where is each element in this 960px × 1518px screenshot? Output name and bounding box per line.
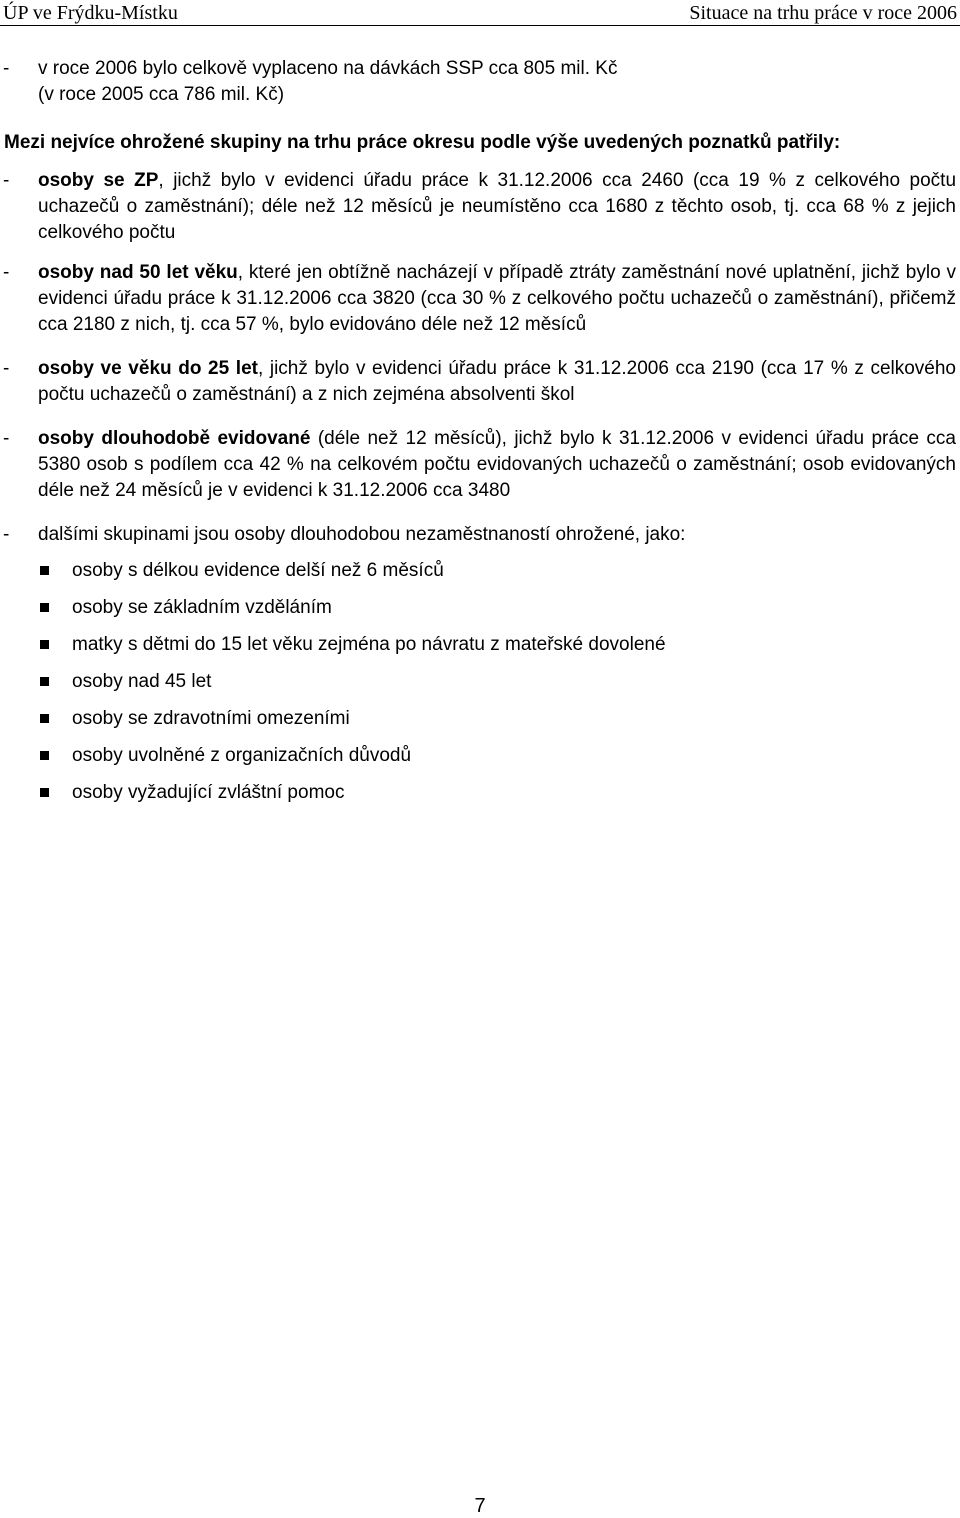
header-document-title: Situace na trhu práce v roce 2006 [689,2,957,24]
dash-marker: - [3,428,10,449]
group-label: osoby se ZP [38,170,159,191]
group-label: osoby dlouhodobě evidované [38,428,311,449]
square-bullet-icon [40,566,49,575]
group-item-over-50 [0,260,956,338]
bullet-item [0,669,956,706]
bullet-item [0,706,956,743]
group-label: osoby nad 50 let věku [38,262,238,283]
bullet-list [0,558,956,817]
bullet-item [0,595,956,632]
group-text: , které jen obtížně nacházejí v případě ztráty zaměstnání nové uplatnění, jichž bylo v evidenci úřadu práce k 31.12.2006 cca 3820 (cca 30 % z celkového počtu uchazečů o zaměstnání), přičemž cca 2180 z nich, tj. cca 57 %, bylo evidováno déle než 12 měsíců [38,262,956,335]
square-bullet-icon [40,751,49,760]
bullet-item [0,743,956,780]
document-body [0,56,956,817]
bullet-text: osoby se zdravotními omezeními [72,708,350,729]
group-text: , jichž bylo v evidenci úřadu práce k 31.12.2006 cca 2190 (cca 17 % z celkového počtu uchazečů o zaměstnání) a z nich zejména absolventi škol [38,358,957,405]
other-groups-text: dalšími skupinami jsou osoby dlouhodobou nezaměstnaností ohrožené, jako: [38,524,686,545]
square-bullet-icon [40,677,49,686]
dash-marker: - [3,170,10,191]
section-heading: Mezi nejvíce ohrožené skupiny na trhu práce okresu podle výše uvedených poznatků patřily: [4,132,841,153]
square-bullet-icon [40,714,49,723]
group-item-under-25 [0,356,956,408]
intro-list-item [0,56,956,108]
square-bullet-icon [40,603,49,612]
bullet-item [0,632,956,669]
bullet-text: osoby s délkou evidence delší než 6 měsíců [72,560,444,581]
page-number: 7 [474,1495,486,1517]
group-item-long-term [0,426,956,504]
square-bullet-icon [40,640,49,649]
group-text: (déle než 12 měsíců), jichž bylo k 31.12.2006 v evidenci úřadu práce cca 5380 osob s podílem cca 42 % na celkovém počtu evidovaných uchazečů o zaměstnání; osob evidovaných déle než 24 měsíců je v evidenci k 31.12.2006 cca 3480 [38,428,956,501]
bullet-text: osoby vyžadující zvláštní pomoc [72,782,345,803]
dash-marker: - [3,262,10,283]
dash-marker: - [3,358,10,379]
intro-line-1: v roce 2006 bylo celkově vyplaceno na dávkách SSP cca 805 mil. Kč [38,58,618,79]
bullet-text: osoby nad 45 let [72,671,212,692]
bullet-text: matky s dětmi do 15 let věku zejména po návratu z mateřské dovolené [72,634,666,655]
group-item-zp [0,168,956,246]
square-bullet-icon [40,788,49,797]
group-text: , jichž bylo v evidenci úřadu práce k 31.12.2006 cca 2460 (cca 19 % z celkového počtu uchazečů o zaměstnání); déle než 12 měsíců je neumístěno cca 1680 z těchto osob, tj. cca 68 % z jejich celkového počtu [38,170,957,243]
dash-marker: - [3,58,10,79]
page-header [0,0,960,26]
bullet-item [0,558,956,595]
other-groups-item [0,522,956,548]
intro-line-2: (v roce 2005 cca 786 mil. Kč) [38,84,285,105]
bullet-item [0,780,956,817]
bullet-text: osoby uvolněné z organizačních důvodů [72,745,412,766]
header-office-name: ÚP ve Frýdku-Místku [3,2,178,24]
dash-marker: - [3,524,10,545]
bullet-text: osoby se základním vzděláním [72,597,332,618]
group-label: osoby ve věku do 25 let [38,358,258,379]
